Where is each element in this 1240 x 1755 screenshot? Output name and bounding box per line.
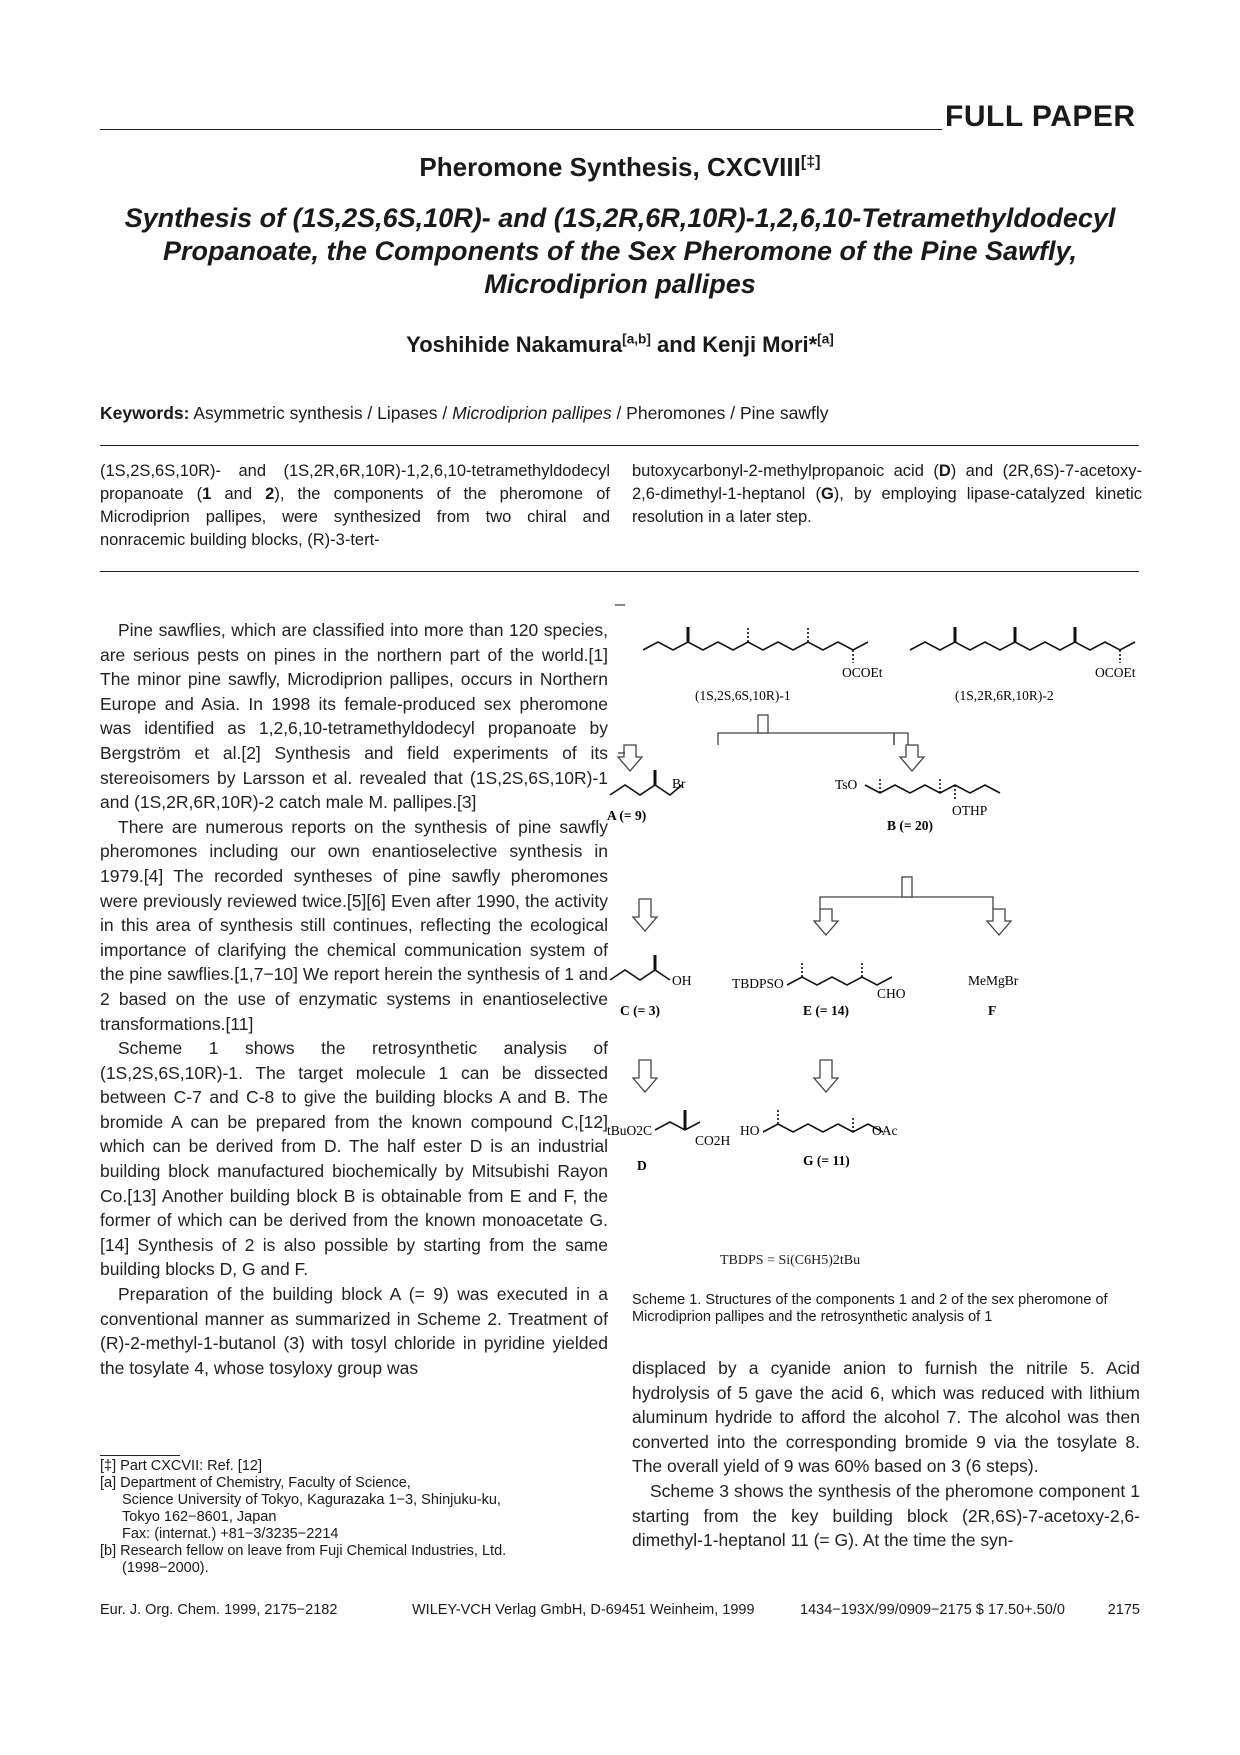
label-br: Br bbox=[672, 776, 686, 791]
abstract-compound-2: 2 bbox=[265, 485, 275, 503]
label-building-block-f: F bbox=[988, 1003, 997, 1018]
label-compound-2: (1S,2R,6R,10R)-2 bbox=[955, 688, 1054, 703]
keywords bbox=[100, 403, 829, 424]
label-building-block-a: A (= 9) bbox=[607, 808, 647, 823]
label-oac: OAc bbox=[872, 1123, 898, 1138]
paper-title-line1: Synthesis of (1S,2S,6S,10R)- and (1S,2R,6R,10R)-1,2,6,10-Tetramethyldodecyl bbox=[124, 203, 1116, 233]
abstract-right-b: ) and (2R,6S)-7-acetoxy-2,6-dimethyl-1-heptanol ( bbox=[632, 462, 1142, 503]
author-1-affiliation: [a,b] bbox=[622, 331, 651, 347]
abstract-left-column bbox=[100, 460, 610, 552]
structure-2 bbox=[910, 627, 1135, 663]
label-cho: CHO bbox=[877, 986, 906, 1001]
series-title bbox=[100, 152, 1140, 183]
abstract-compound-d: D bbox=[938, 462, 951, 480]
label-compound-1: (1S,2S,6S,10R)-1 bbox=[695, 688, 791, 703]
keywords-part1: Asymmetric synthesis / Lipases / bbox=[189, 403, 453, 423]
publisher-line: WILEY-VCH Verlag GmbH, D-69451 Weinheim, 1999 bbox=[412, 1602, 755, 1618]
page-number: 2175 bbox=[1107, 1602, 1140, 1618]
author-2-affiliation: [a] bbox=[817, 331, 834, 347]
retro-arrow-c bbox=[633, 1060, 657, 1092]
author-connector: and bbox=[650, 332, 703, 357]
label-othp: OTHP bbox=[952, 803, 988, 818]
label-tso: TsO bbox=[835, 777, 858, 792]
abstract-compound-1: 1 bbox=[202, 485, 212, 503]
body-paragraph: Scheme 3 shows the synthesis of the pheromone component 1 starting from the key building block (2R,6S)-7-acetoxy-2,6-dimethyl-1-heptanol 11 (= G). At the time the syn- bbox=[632, 1480, 1140, 1551]
structure-c bbox=[610, 955, 670, 980]
label-tbdpso: TBDPSO bbox=[732, 976, 784, 991]
label-ho: HO bbox=[740, 1123, 760, 1138]
footnotes bbox=[100, 1458, 608, 1577]
footnote-line: [‡] Part CXCVII: Ref. [12] bbox=[100, 1458, 262, 1474]
body-paragraph: Scheme 1 shows the retrosynthetic analysis of (1S,2S,6S,10R)-1. The target molecule 1 can be dissected between C-7 and C-8 to give the building blocks A and B. The bromide A can be prepared from the known compound C,[12] which can be derived from D. The half ester D is an industrial building block manufactured biochemically by Mitsubishi Rayon Co.[13] Another building block B is obtainable from E and F, the former of which can be derived from the known monoacetate G.[14] Synthesis of 2 is also possible by starting from the same building blocks D, G and F. bbox=[100, 1038, 608, 1280]
author-line bbox=[100, 332, 1140, 358]
paper-title-line2: Propanoate, the Components of the Sex Pheromone of the Pine Sawfly, bbox=[162, 236, 1078, 266]
label-building-block-g: G (= 11) bbox=[803, 1153, 850, 1168]
tbdps-definition: TBDPS = Si(C6H5)2tBu bbox=[720, 1253, 861, 1268]
structure-g bbox=[763, 1108, 883, 1132]
footnote-line: [a] Department of Chemistry, Faculty of Science, bbox=[100, 1475, 411, 1491]
body-paragraph: displaced by a cyanide anion to furnish the nitrile 5. Acid hydrolysis of 5 gave the acid 6, which was reduced with lithium aluminum hydride to afford the alcohol 7. The alcohol was then converted into the corresponding bromide 9 via the tosylate 8. The overall yield of 9 was 60% based on 3 (6 steps). bbox=[632, 1358, 1140, 1477]
retro-arrow-a bbox=[633, 899, 657, 931]
section-label: FULL PAPER bbox=[945, 100, 1136, 133]
structure-1 bbox=[643, 627, 868, 663]
keywords-label: Keywords: bbox=[100, 403, 190, 423]
paper-title-line3: Microdiprion pallipes bbox=[484, 269, 756, 299]
label-building-block-e: E (= 14) bbox=[803, 1003, 849, 1018]
issn-line: 1434−193X/99/0909−2175 $ 17.50+.50/0 bbox=[800, 1602, 1065, 1618]
series-title-mark: [‡] bbox=[800, 152, 821, 171]
keywords-part3: / Pheromones / Pine sawfly bbox=[611, 403, 829, 423]
keywords-part2: Microdiprion pallipes bbox=[452, 403, 612, 423]
label-ocoet-1: OCOEt bbox=[842, 665, 883, 680]
author-2: Kenji Mori* bbox=[702, 332, 818, 357]
abstract-right-a: butoxycarbonyl-2-methylpropanoic acid ( bbox=[632, 462, 939, 480]
body-paragraph: There are numerous reports on the synthesis of pine sawfly pheromones including our own enantioselective synthesis in 1979.[4] The recorded syntheses of pine sawfly pheromones were previously reviewed twice.[5][6] Even after 1990, the activity in this area of synthesis still continues, reflecting the ecological importance of clarifying the chemical communication system of the pine sawflies.[1,7−10] We report herein the synthesis of 1 and 2 based on the use of enzymatic systems in enantioselective transformations.[11] bbox=[100, 816, 608, 1034]
footnote-line: Tokyo 162−8601, Japan bbox=[122, 1509, 277, 1525]
label-oh: OH bbox=[672, 973, 692, 988]
journal-citation: Eur. J. Org. Chem. 1999, 2175−2182 bbox=[100, 1602, 338, 1618]
structure-b bbox=[865, 777, 1000, 801]
body-left-column bbox=[100, 618, 608, 1380]
scheme-1-diagram bbox=[607, 605, 1145, 1245]
scheme-caption: Scheme 1. Structures of the components 1 and 2 of the sex pheromone of Microdiprion pallipes and the retrosynthetic analysis of 1 bbox=[632, 1292, 1108, 1325]
author-1: Yoshihide Nakamura bbox=[406, 332, 623, 357]
label-building-block-c: C (= 3) bbox=[620, 1003, 660, 1018]
label-memgbr: MeMgBr bbox=[968, 973, 1019, 988]
abstract-rule-top bbox=[100, 445, 1139, 446]
footnote-line: Science University of Tokyo, Kagurazaka 1−3, Shinjuku-ku, bbox=[122, 1492, 501, 1508]
abstract-right-column bbox=[632, 460, 1142, 529]
footnote-line: Fax: (internat.) +81−3/3235−2214 bbox=[122, 1526, 339, 1542]
series-title-text: Pheromone Synthesis, CXCVIII bbox=[419, 152, 801, 182]
abstract-left-b: and bbox=[211, 485, 266, 503]
abstract-left-c: ), the components of the pheromone of Microdiprion pallipes, were synthesized from two chiral and nonracemic building blocks, (R)-3-tert- bbox=[100, 485, 611, 549]
abstract-left-a: (1S,2S,6S,10R)- and (1S,2R,6R,10R)-1,2,6,10-tetramethyldodecyl propanoate ( bbox=[100, 462, 610, 503]
abstract-compound-g: G bbox=[820, 485, 834, 503]
footnote-line: [b] Research fellow on leave from Fuji Chemical Industries, Ltd. bbox=[100, 1543, 507, 1559]
paper-title bbox=[100, 202, 1140, 301]
structure-e bbox=[787, 961, 892, 985]
label-tbuo2c: tBuO2C bbox=[607, 1123, 653, 1138]
body-paragraph: Pine sawflies, which are classified into more than 120 species, are serious pests on pines in the northern part of the world.[1] The minor pine sawfly, Microdiprion pallipes, occurs in Northern Europe and Asia. In 1998 its female-produced sex pheromone was identified as 1,2,6,10-tetramethyldodecyl propanoate by Bergström et al.[2] Synthesis and field experiments of its stereoisomers by Larsson et al. revealed that (1S,2S,6S,10R)-1 and (1S,2R,6R,10R)-2 catch male M. pallipes.[3] bbox=[100, 620, 608, 813]
label-building-block-b: B (= 20) bbox=[887, 818, 933, 833]
label-ocoet-2: OCOEt bbox=[1095, 665, 1136, 680]
abstract-rule-bottom bbox=[100, 571, 1139, 572]
header-rule bbox=[100, 129, 942, 130]
footnote-rule bbox=[100, 1455, 180, 1456]
body-paragraph: Preparation of the building block A (= 9) was executed in a conventional manner as summarized in Scheme 2. Treatment of (R)-2-methyl-1-butanol (3) with tosyl chloride in pyridine yielded the tosylate 4, whose tosyloxy group was bbox=[100, 1284, 608, 1378]
retro-arrow-b bbox=[814, 877, 1011, 935]
abstract-right-c: ), by employing lipase-catalyzed kinetic resolution in a later step. bbox=[632, 485, 1142, 526]
body-right-column bbox=[632, 1356, 1140, 1553]
retro-arrow-e bbox=[814, 1060, 838, 1092]
label-building-block-d: D bbox=[637, 1158, 647, 1173]
label-co2h: CO2H bbox=[695, 1133, 731, 1148]
structure-d bbox=[655, 1110, 700, 1130]
footnote-line: (1998−2000). bbox=[122, 1560, 209, 1576]
